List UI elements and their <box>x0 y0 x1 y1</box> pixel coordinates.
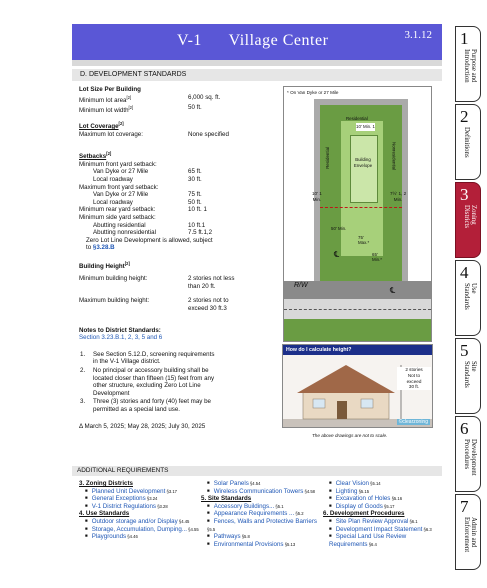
requirement-item[interactable] <box>201 533 321 541</box>
chapter-tab-4[interactable] <box>455 260 481 336</box>
requirement-item[interactable] <box>201 480 321 488</box>
requirement-ref: §4.58 <box>303 488 316 494</box>
chapter-tab-1[interactable] <box>455 26 481 102</box>
requirement-ref: §4.45 <box>177 518 190 524</box>
requirement-ref: §5.13 <box>283 541 296 547</box>
lot-size-row <box>79 94 279 105</box>
requirement-ref: §5.5 <box>207 526 216 532</box>
requirement-link[interactable]: Fences, Walls and Protective Barriers <box>213 517 317 525</box>
setback-row <box>79 214 279 222</box>
building-envelope-label: Building Envelope <box>353 157 373 168</box>
requirement-section-title: 5. Site Standards <box>201 495 252 503</box>
max-75-label: 75' Max.* <box>358 235 370 246</box>
note-line: See Section 5.12.D, screening requirements <box>93 350 215 358</box>
requirement-ref: §5.2 <box>294 511 304 517</box>
setback-row <box>79 176 279 184</box>
coverage-label: Maximum lot coverage: <box>79 130 143 138</box>
amendment-dates: Δ March 5, 2025; May 28, 2025; July 30, 2025 <box>79 422 206 430</box>
requirement-item[interactable] <box>79 526 204 534</box>
setback-value: 75 ft. <box>188 191 202 199</box>
requirement-item[interactable] <box>79 533 204 541</box>
lot-size-rows <box>79 94 279 115</box>
requirement-item[interactable] <box>79 503 204 511</box>
requirement-item[interactable] <box>79 488 204 496</box>
zero-lot-to: to <box>86 244 92 252</box>
setback-value: 50 ft. <box>188 198 202 206</box>
height-value-line-1: 2 stories not less <box>188 274 235 282</box>
requirement-link[interactable]: Accessory Buildings... <box>213 502 275 510</box>
lot-size-footnote: [2] <box>126 94 132 100</box>
chapter-tab-2[interactable] <box>455 104 481 180</box>
coverage-value: None specified <box>188 130 229 138</box>
requirement-ref: §5.16 <box>390 496 403 502</box>
chapter-tab-6[interactable] <box>455 416 481 492</box>
requirement-ref: §6.4 <box>367 541 377 547</box>
setbacks-heading <box>79 150 279 161</box>
residential-side-label: Residential <box>325 147 330 169</box>
setback-diagram <box>283 86 432 342</box>
note-line: in the V-1 Village district. <box>93 358 161 366</box>
note-number: 2. <box>80 366 86 374</box>
coverage-footnote: [2] <box>118 120 124 126</box>
requirement-link[interactable]: Environmental Provisions <box>213 540 284 548</box>
chapter-tab-label: Zoning Districts <box>463 205 477 229</box>
notes-section-link[interactable]: Section 3.23.B.1, 2, 3, 5 and 6 <box>79 334 163 342</box>
requirement-item[interactable] <box>79 495 204 503</box>
chapter-tab-label: Definitions <box>463 127 470 158</box>
lot-size-row <box>79 104 279 115</box>
note-line: permitted as a special land use. <box>93 405 181 413</box>
scale-caption: The above drawings are not to scale. <box>312 433 388 438</box>
requirement-link[interactable]: Lighting <box>335 487 358 495</box>
setback-label: Abutting nonresidential <box>93 229 156 237</box>
rear-setback-label: 10' Min. 1 <box>356 124 375 129</box>
requirement-ref: §3.28 <box>156 503 168 509</box>
setback-label: Minimum side yard setback: <box>79 213 156 221</box>
chapter-tab-number: 5 <box>460 341 469 360</box>
road-centerline-symbol: ℄ <box>390 286 396 295</box>
lot-size-footnote: [2] <box>128 105 134 111</box>
setbacks-footnote: [2] <box>106 151 112 157</box>
requirement-link[interactable]: Outdoor storage and/or Display <box>91 517 178 525</box>
setback-value: 7.5 ft.1,2 <box>188 229 213 237</box>
requirement-item[interactable] <box>201 503 321 511</box>
additional-col-2 <box>201 480 321 548</box>
chapter-tab-7[interactable] <box>455 494 481 570</box>
section-code: 3.1.12 <box>404 29 432 41</box>
setback-row <box>79 229 279 237</box>
note-item <box>79 367 279 397</box>
setback-label: Van Dyke or 27 Mile <box>93 168 149 176</box>
setback-row <box>79 222 279 230</box>
requirement-ref: §5.17 <box>382 503 395 509</box>
zero-lot-link[interactable]: §3.28.B <box>92 244 115 252</box>
height-value-line-2: exceed 30 ft.3 <box>188 304 227 312</box>
section-heading: D. DEVELOPMENT STANDARDS <box>72 69 442 81</box>
requirement-link[interactable]: Display of Goods <box>335 502 383 510</box>
height-callout: 2 stories Not to exceed 30 ft. <box>397 367 431 390</box>
road-centerline <box>284 309 431 310</box>
chapter-tab-3[interactable] <box>455 182 481 258</box>
setback-label: Van Dyke or 27 Mile <box>93 191 149 199</box>
zero-lot-note-2 <box>79 244 279 252</box>
setback-row <box>79 161 279 169</box>
lot-size-label: Minimum lot area <box>79 96 127 104</box>
additional-col-3 <box>323 480 443 548</box>
requirement-item[interactable] <box>323 503 443 511</box>
additional-col-1 <box>79 480 204 541</box>
requirement-link[interactable]: Playgrounds <box>91 533 127 541</box>
chapter-tab-number: 1 <box>460 29 469 48</box>
max-setback-line <box>320 207 402 208</box>
notes-list <box>79 351 279 414</box>
lot-size-value: 6,000 sq. ft. <box>188 93 221 101</box>
chapter-tab-5[interactable] <box>455 338 481 414</box>
requirement-section-title: 6. Development Procedures <box>323 510 405 518</box>
chapter-tab-number: 4 <box>460 263 469 282</box>
clearzoning-credit: ©clearzoning <box>398 419 428 425</box>
chapter-tab-number: 2 <box>460 107 469 126</box>
requirement-item[interactable] <box>323 495 443 503</box>
requirement-ref: §6.3 <box>422 526 432 532</box>
district-title: V-1 Village Center <box>177 32 329 49</box>
setbacks-heading-text: Setbacks <box>79 153 107 161</box>
requirement-item[interactable] <box>323 480 443 488</box>
note-number: 1. <box>80 350 86 358</box>
coverage-row <box>79 131 279 139</box>
height-rows <box>79 275 279 319</box>
coverage-heading-text: Lot Coverage <box>79 122 119 130</box>
setback-label: Local roadway <box>93 176 133 183</box>
requirement-link[interactable]: Wireless Communication Towers <box>213 487 304 495</box>
residential-top-label: Residential <box>346 116 368 121</box>
height-illustration <box>282 344 433 428</box>
height-value-line-2: than 20 ft. <box>188 282 216 290</box>
requirement-link[interactable]: Site Plan Review Approval <box>335 517 409 525</box>
height-heading-text: Building Height <box>79 263 125 270</box>
requirement-item[interactable] <box>201 510 321 518</box>
min-65-label: 65' Min.* <box>372 252 383 263</box>
setback-value: 65 ft. <box>188 168 202 176</box>
requirement-item[interactable] <box>201 541 321 549</box>
requirement-link[interactable]: Pathways <box>213 533 241 541</box>
note-number: 3. <box>80 398 86 406</box>
setback-row <box>79 168 279 176</box>
requirement-link[interactable]: Development Impact Statement <box>335 525 423 533</box>
setback-label: Abutting residential <box>93 221 146 229</box>
height-footnote: [2] <box>124 260 130 266</box>
note-line: No principal or accessory building shall be <box>93 366 209 374</box>
centerline-symbol: ℄ <box>334 250 340 259</box>
lot-size-value: 50 ft. <box>188 104 202 112</box>
requirement-ref: §3.24 <box>145 496 158 502</box>
setback-row <box>79 191 279 199</box>
chapter-tab-number: 7 <box>460 497 469 516</box>
rw-label: R/W <box>294 282 308 289</box>
height-row <box>79 297 279 319</box>
diagram-note: * On Van Dyke or 27 Mile <box>287 90 339 95</box>
chapter-tab-label: Admin and Enforcement <box>463 517 477 553</box>
requirement-item[interactable] <box>201 488 321 496</box>
requirement-link[interactable]: Solar Panels <box>213 480 249 487</box>
right-side-setback: 7½' 1, 2 Min. <box>390 191 407 202</box>
requirement-ref: §4.55 <box>187 526 199 532</box>
requirement-link[interactable]: Storage, Accumulation, Dumping... <box>91 525 187 533</box>
requirement-ref: §5.14 <box>368 481 381 486</box>
height-label: Maximum building height: <box>79 296 150 304</box>
note-item <box>79 398 279 413</box>
setback-row <box>79 206 279 214</box>
requirement-link[interactable]: Excavation of Holes <box>335 495 391 503</box>
zero-lot-note: Zero Lot Line Development is allowed, subject <box>86 236 213 244</box>
additional-requirements-heading: ADDITIONAL REQUIREMENTS <box>72 466 442 476</box>
requirement-ref: §3.17 <box>165 488 177 494</box>
setback-label: Maximum front yard setback: <box>79 183 159 191</box>
standards-column <box>79 86 279 430</box>
requirement-link[interactable]: Appearance Requirements ... <box>213 510 295 518</box>
height-row <box>79 275 279 297</box>
requirement-item[interactable] <box>201 518 321 533</box>
requirement-section-title: 3. Zoning Districts <box>79 480 133 487</box>
requirement-ref: §4.54 <box>248 481 261 486</box>
chapter-tab-number: 6 <box>460 419 469 438</box>
chapter-tab-label: Site Standards <box>463 361 477 388</box>
chapter-tab-label: Purpose and Introduction <box>463 49 477 83</box>
requirement-item[interactable] <box>323 518 443 526</box>
requirement-ref: §5.8 <box>240 534 250 540</box>
requirement-link[interactable]: General Exceptions <box>91 495 146 503</box>
lot-size-heading: Lot Size Per Building <box>79 86 141 93</box>
district-banner <box>72 24 442 60</box>
lot-size-label: Minimum lot width <box>79 107 129 115</box>
requirement-link[interactable]: Clear Vision <box>335 480 369 487</box>
banner-divider <box>72 60 442 66</box>
chapter-tab-label: Use Standards <box>463 283 477 310</box>
requirement-item[interactable] <box>79 518 204 526</box>
requirement-link[interactable]: Special Land Use Review Requirements <box>329 533 407 548</box>
setback-label: Local roadway <box>93 198 133 206</box>
requirement-link[interactable]: Planned Unit Development <box>91 487 166 495</box>
requirement-ref: §5.1 <box>274 503 284 509</box>
building-envelope <box>350 135 378 203</box>
chapter-tab-label: Development Procedures <box>463 439 477 476</box>
front-green <box>284 319 431 341</box>
chapter-tab-number: 3 <box>460 185 469 204</box>
requirement-ref: §5.15 <box>357 488 370 494</box>
requirement-link[interactable]: V-1 District Regulations <box>91 502 157 510</box>
note-line: located closer than fifteen (15) feet from any <box>93 374 215 382</box>
requirement-item[interactable] <box>323 488 443 496</box>
coverage-heading <box>79 120 279 131</box>
setback-value: 30 ft. <box>188 176 202 183</box>
note-item <box>79 351 279 366</box>
requirement-ref: §4.46 <box>126 534 138 540</box>
left-side-setback: 10' 1 Min. <box>312 191 322 202</box>
height-value-line-1: 2 stories not to <box>188 296 229 304</box>
setback-row <box>79 199 279 207</box>
requirement-ref: §6.1 <box>408 518 418 524</box>
note-line: Three (3) stories and forty (40) feet may be <box>93 398 211 406</box>
requirement-item[interactable] <box>323 533 443 548</box>
nonresidential-side-label: Nonresidential <box>391 142 397 171</box>
setback-value: 10 ft. 1 <box>188 206 207 214</box>
note-line: other structure, excluding Zero Lot Line <box>93 382 201 390</box>
house-drawing <box>283 355 433 428</box>
notes-heading: Notes to District Standards: <box>79 326 161 334</box>
note-line: Development <box>93 389 130 397</box>
setback-rows <box>79 161 279 237</box>
height-heading <box>79 260 279 271</box>
setback-label: Minimum front yard setback: <box>79 160 157 168</box>
setback-row <box>79 184 279 192</box>
height-illustration-title: How do I calculate height? <box>283 345 432 355</box>
requirement-section-title: 4. Use Standards <box>79 510 130 518</box>
setback-label: Minimum rear yard setback: <box>79 206 156 214</box>
setback-value: 10 ft.1 <box>188 221 206 229</box>
requirement-item[interactable] <box>323 526 443 534</box>
min-50-label: 50' Min. <box>331 226 347 231</box>
height-label: Minimum building height: <box>79 274 148 282</box>
